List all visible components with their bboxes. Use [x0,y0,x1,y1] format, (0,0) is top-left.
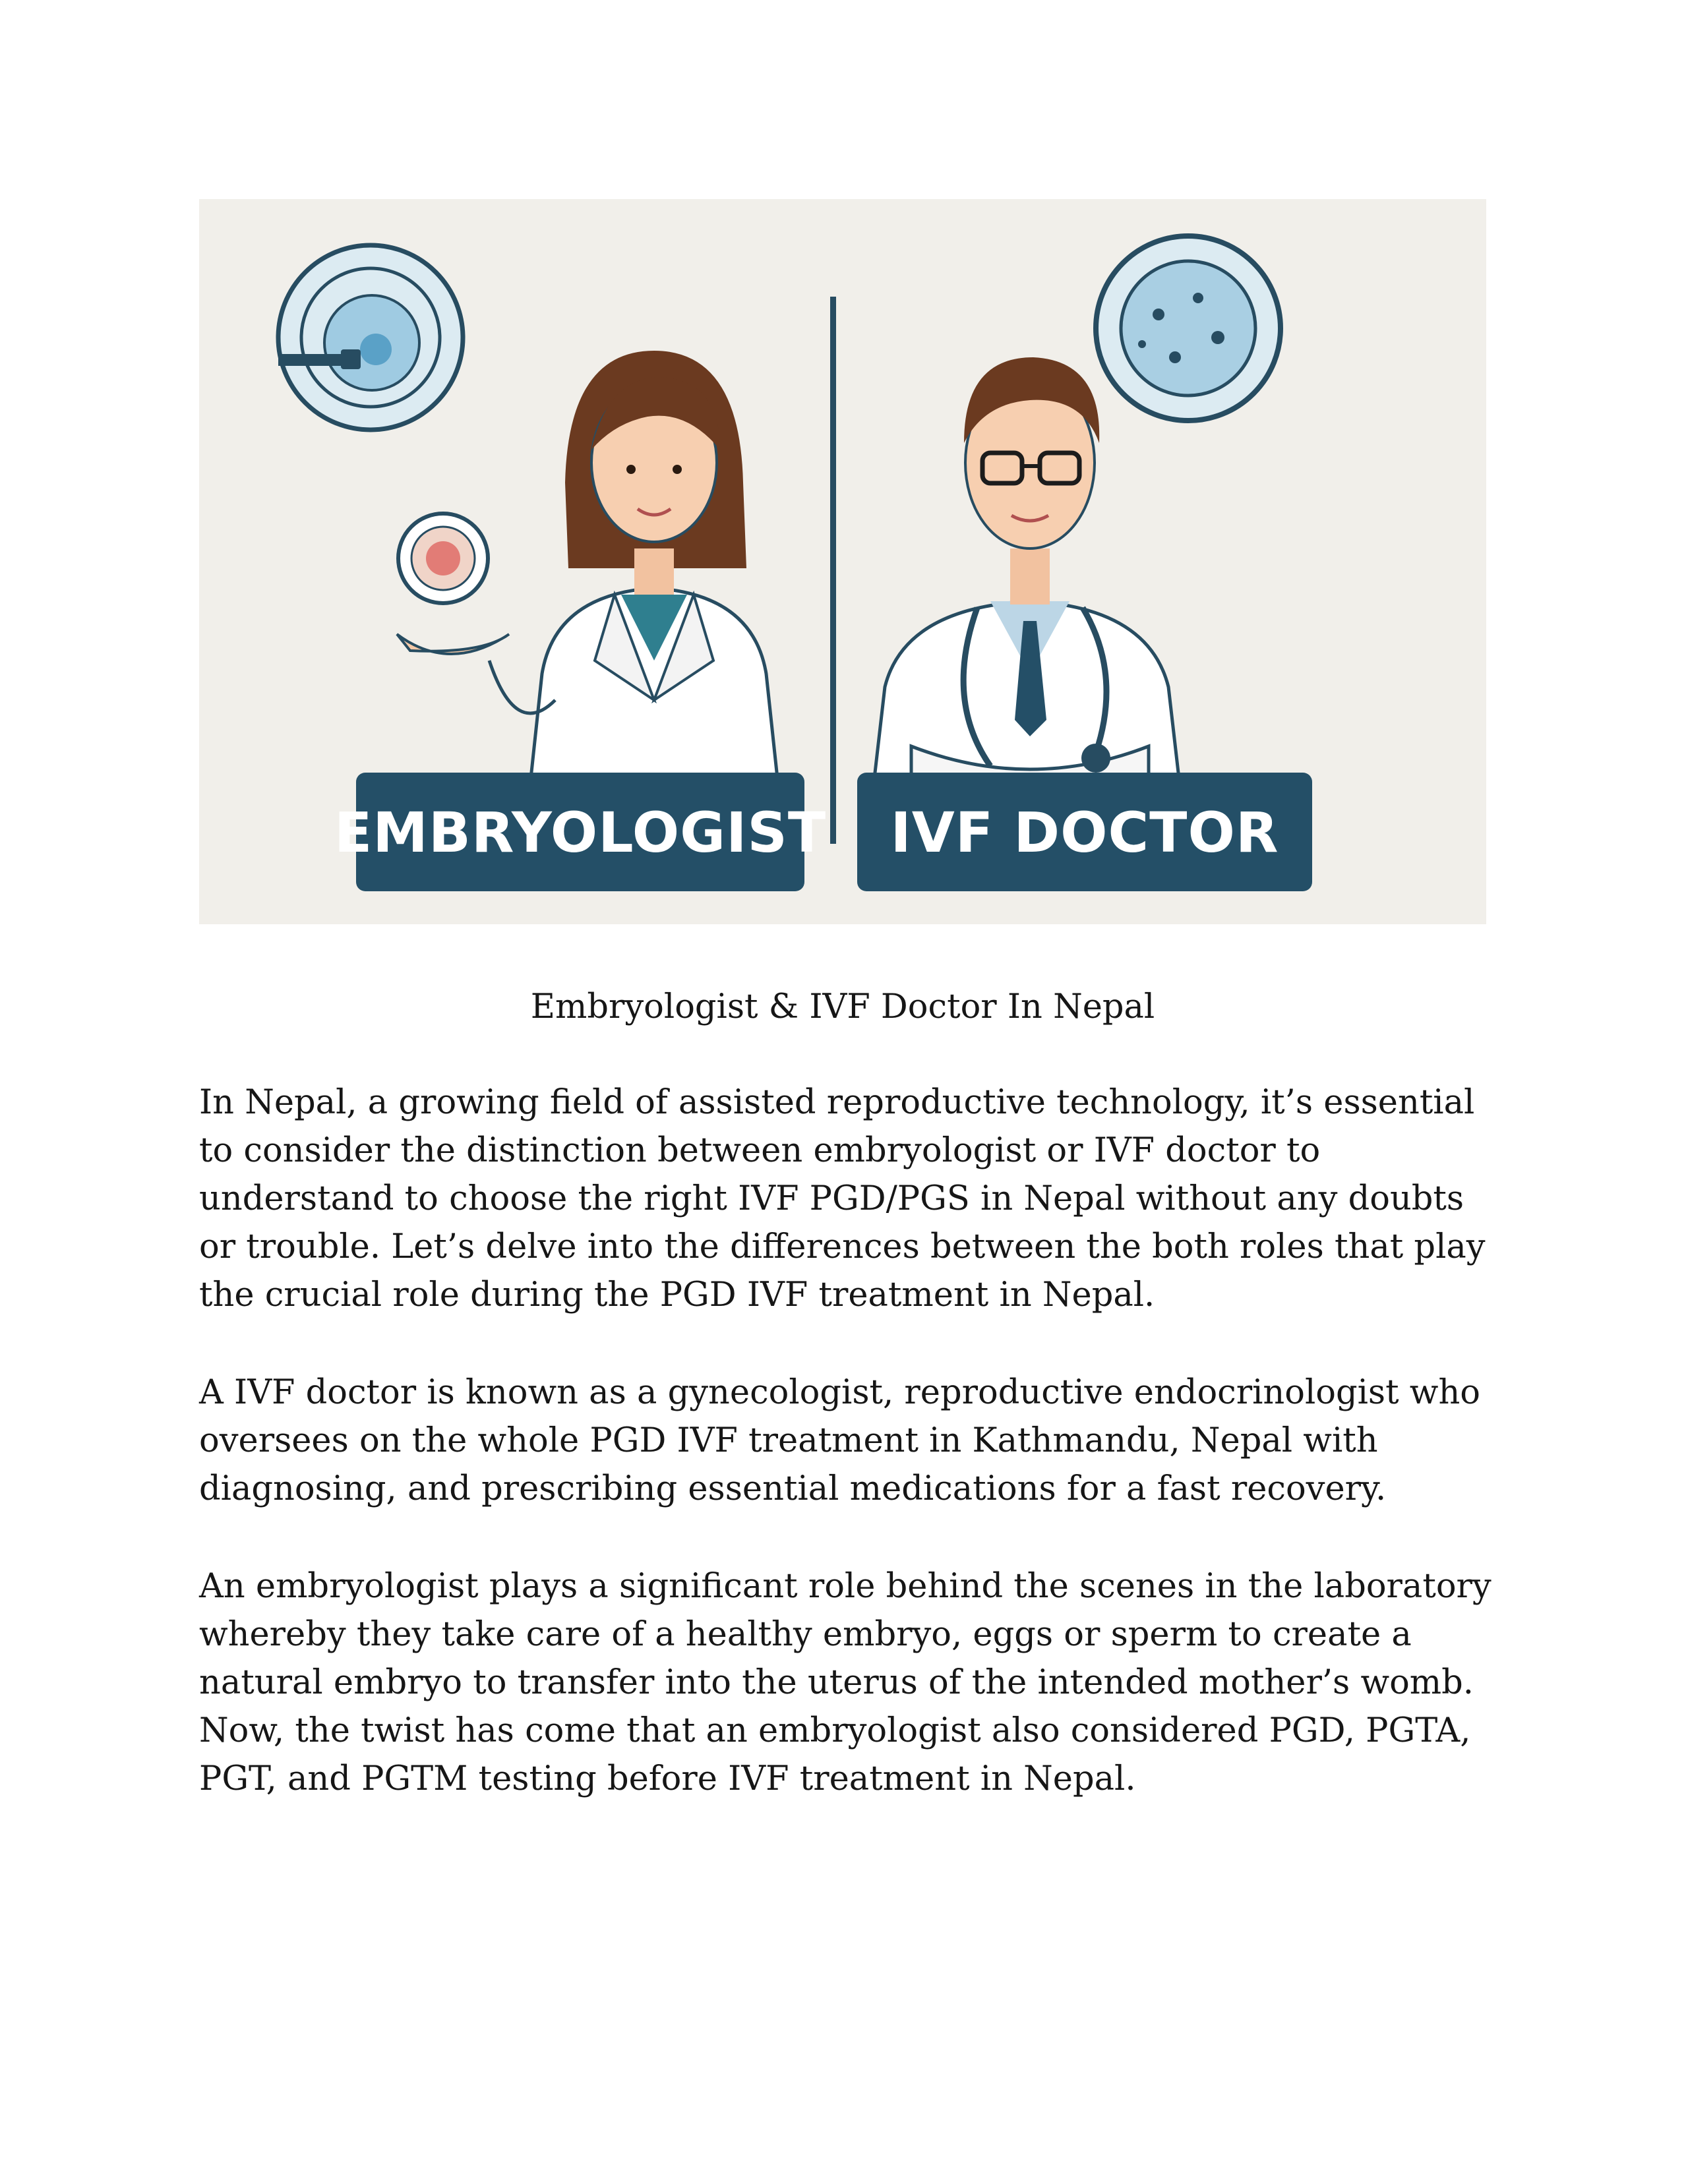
paragraph-intro: In Nepal, a growing field of assisted reproductive technology, it’s essential to consider the distinction between embryologist or IVF doctor to understand to choose the right IVF PGD/PGS in Nepal without any doubts or trouble. Let’s delve into the differences between the both roles that play the crucial role during the PGD IVF treatment in Nepal. [199,1083,1486,1314]
figure-caption: Embryologist & IVF Doctor In Nepal [530,988,1155,1026]
embryologist-badge-label: EMBRYOLOGIST [334,800,827,865]
ivf-doctor-badge-label: IVF DOCTOR [890,800,1279,865]
paragraph-ivf-doctor: A IVF doctor is known as a gynecologist, reproductive endocrinologist who oversees on the whole PGD IVF treatment in Kathmandu, Nepal with diagnosing, and prescribing essential medications for a fast recovery. [199,1373,1481,1508]
divider-line [830,297,836,844]
ivf-doctor-badge [857,773,1312,891]
article-body [199,1078,1492,1852]
petri-dish-icon [1096,236,1281,421]
paragraph-embryologist: An embryologist plays a significant role behind the scenes in the laboratory whereby they take care of a healthy embryo, eggs or sperm to create a natural embryo to transfer into the uterus of the intended mother’s womb. Now, the twist has come that an embryologist also considered PGD, PGTA, PGT, and PGTM testing before IVF treatment in Nepal. [199,1567,1492,1798]
embryologist-vs-ivf-doctor-illustration [199,199,1486,924]
egg-injection-icon [278,245,463,430]
embryo-in-hand-icon [397,514,509,654]
illustration-figure [199,199,1486,924]
embryologist-badge [334,773,826,891]
